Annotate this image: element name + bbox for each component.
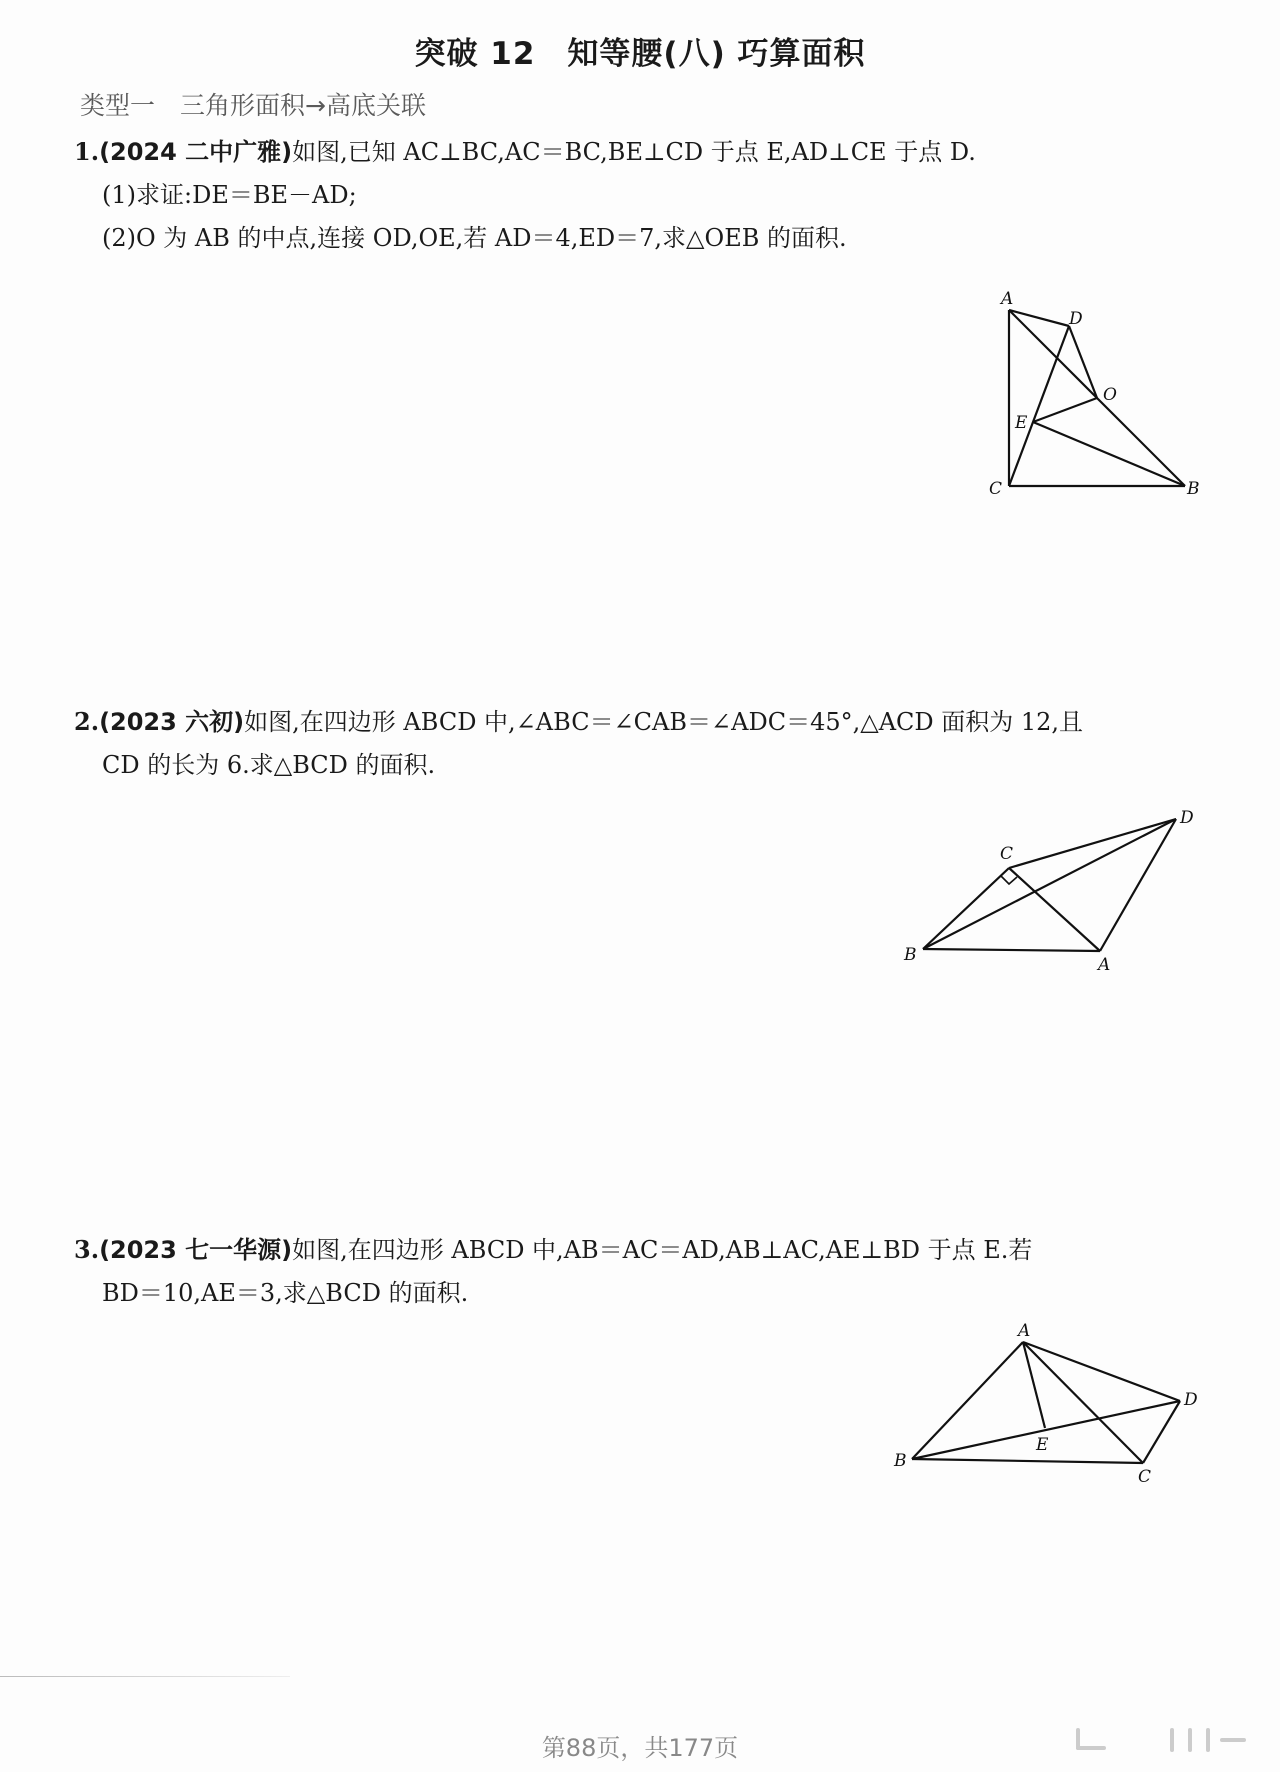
problem-number: 3. (74, 1235, 100, 1264)
toolbar-button[interactable] (1206, 1728, 1210, 1752)
problem-1 (74, 130, 1214, 260)
figure-1-label-A: A (1001, 289, 1014, 309)
problem-2 (74, 700, 1214, 787)
figure-2-label-C: C (1000, 844, 1014, 864)
page-title: 突破 12 知等腰(八) 巧算面积 (414, 36, 866, 72)
figure-2-label-A: A (1098, 955, 1111, 975)
segment-EO (1033, 398, 1097, 422)
problem-2-stem-cont: CD 的长为 6.求△BCD 的面积. (102, 751, 436, 779)
footer-rule (0, 1676, 290, 1677)
figure-3-label-B: B (894, 1451, 907, 1471)
right-angle-mark (1001, 876, 1017, 884)
segment-AB (912, 1342, 1023, 1459)
problem-3-stem-cont: BD＝10,AE＝3,求△BCD 的面积. (102, 1279, 469, 1307)
section-heading: 类型一 三角形面积→高底关联 (80, 91, 426, 120)
segment-AD (1023, 1342, 1180, 1401)
problem-text: 如图,在四边形 ABCD 中,∠ABC＝∠CAB＝∠ADC＝45°,△ACD 面积为 12,且 (244, 708, 1084, 736)
figure-3-label-D: D (1184, 1390, 1198, 1410)
problem-number: 2. (74, 707, 100, 736)
figure-3-label-E: E (1036, 1435, 1049, 1455)
segment-AE (1023, 1342, 1045, 1428)
figure-1-label-C: C (989, 479, 1003, 499)
figure-1-label-B: B (1187, 479, 1200, 499)
problem-3-stem (74, 1228, 1214, 1272)
page-indicator: 第88页，共177页 (541, 1734, 739, 1762)
problem-2-stem (74, 700, 1214, 744)
figure-1-label-D: D (1069, 309, 1083, 329)
figure-1-label-E: E (1015, 413, 1028, 433)
viewer-toolbar (1070, 1718, 1260, 1758)
segment-BC (923, 868, 1009, 949)
segment-EB (1033, 422, 1185, 486)
segment-BA (923, 949, 1100, 951)
figure-1 (989, 288, 1215, 508)
toolbar-button[interactable] (1220, 1738, 1246, 1742)
problem-source: (2023 七一华源) (99, 1236, 293, 1264)
segment-DO (1069, 326, 1097, 398)
toolbar-button[interactable] (1170, 1728, 1174, 1752)
figure-2-label-B: B (904, 945, 917, 965)
problem-1-part-2: (2)O 为 AB 的中点,连接 OD,OE,若 AD＝4,ED＝7,求△OEB 的面积. (102, 224, 847, 252)
figure-2-label-D: D (1180, 808, 1194, 828)
problem-number: 1. (74, 137, 100, 166)
figure-2 (900, 806, 1200, 975)
toolbar-button[interactable] (1188, 1728, 1192, 1752)
figure-1-label-O: O (1103, 385, 1117, 405)
segment-CD (1143, 1401, 1180, 1463)
figure-3-label-C: C (1138, 1467, 1152, 1487)
problem-1-part-1: (1)求证:DE＝BE－AD; (102, 181, 357, 209)
problem-source: (2024 二中广雅) (99, 138, 293, 166)
problem-1-stem (74, 130, 1214, 174)
problem-source: (2023 六初) (99, 708, 245, 736)
problem-3 (74, 1228, 1214, 1315)
toolbar-button[interactable] (1076, 1746, 1106, 1750)
problem-text: 如图,在四边形 ABCD 中,AB＝AC＝AD,AB⊥AC,AE⊥BD 于点 E.若 (292, 1236, 1033, 1264)
problem-text: 如图,已知 AC⊥BC,AC＝BC,BE⊥CD 于点 E,AD⊥CE 于点 D. (292, 138, 976, 166)
segment-BC (912, 1459, 1143, 1463)
figure-3-label-A: A (1018, 1321, 1031, 1341)
figure-3 (880, 1321, 1200, 1487)
segment-CD (1009, 326, 1069, 486)
